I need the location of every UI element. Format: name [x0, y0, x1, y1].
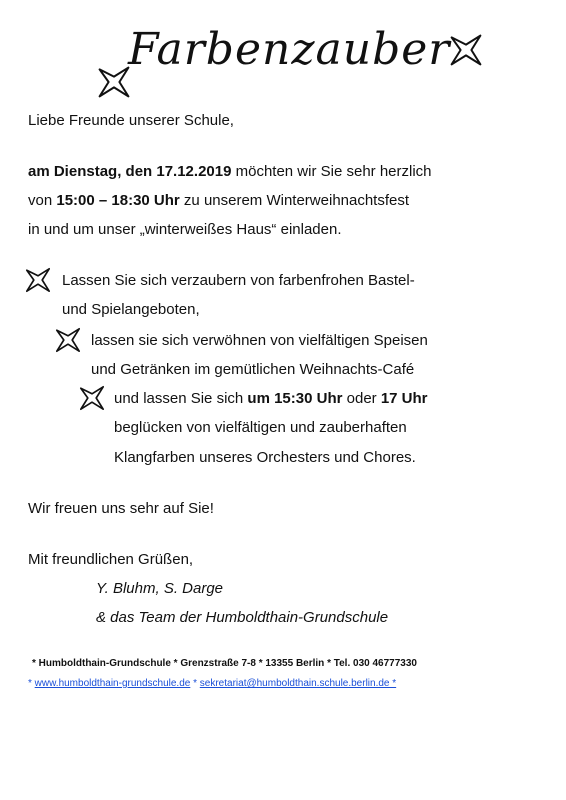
signature-team: & das Team der Humboldthain-Grundschule [96, 609, 389, 626]
event-date: am Dienstag, den 17.12.2019 [28, 163, 232, 180]
concert-time-1: um 15:30 Uhr [247, 390, 343, 407]
footer-contact [28, 678, 396, 689]
footer-separator: * [190, 678, 200, 689]
star-icon [448, 32, 484, 68]
greeting: Mit freundlichen Grüßen, [28, 551, 194, 568]
star-bullet-icon [54, 326, 82, 354]
closing-text: Wir freuen uns sehr auf Sie! [28, 500, 214, 517]
footer-separator: * [28, 678, 35, 689]
intro-text: von [28, 192, 57, 209]
event-time: 15:00 – 18:30 Uhr [56, 192, 180, 209]
bullet-2-line-2: und Getränken im gemütlichen Weihnachts-Café [91, 361, 415, 378]
intro-text: zu unserem Winterweihnachtsfest [179, 192, 410, 209]
bullet-3-line-2: beglücken von vielfältigen und zauberhaften [114, 419, 407, 436]
email-link[interactable]: sekretariat@humboldthain.schule.berlin.de * [199, 678, 397, 689]
star-icon [96, 64, 132, 100]
page-title: Farbenzauber [128, 24, 451, 75]
header [0, 14, 566, 94]
bullet-text: und lassen Sie sich [114, 390, 248, 407]
bullet-1-line-2: und Spielangeboten, [62, 301, 200, 318]
bullet-2-line-1: lassen sie sich verwöhnen von vielfältigen Speisen [91, 332, 428, 349]
signature-names: Y. Bluhm, S. Darge [96, 580, 224, 597]
footer-address: * Humboldthain-Grundschule * Grenzstraße 7-8 * 13355 Berlin * Tel. 030 46777330 [32, 658, 417, 669]
bullet-1-line-1: Lassen Sie sich verzaubern von farbenfrohen Bastel- [62, 272, 415, 289]
bullet-3-line-1 [114, 384, 428, 413]
bullet-3-line-3: Klangfarben unseres Orchesters und Chores. [114, 449, 416, 466]
website-link[interactable]: www.humboldthain-grundschule.de [34, 678, 191, 689]
bullet-text: oder [342, 390, 381, 407]
salutation: Liebe Freunde unserer Schule, [28, 112, 234, 129]
star-bullet-icon [78, 384, 106, 412]
intro-line-2 [28, 186, 409, 215]
intro-line-3: in und um unser „winterweißes Haus“ einladen. [28, 221, 342, 238]
concert-time-2: 17 Uhr [380, 390, 428, 407]
star-bullet-icon [24, 266, 52, 294]
intro-text: möchten wir Sie sehr herzlich [231, 163, 432, 180]
intro-line-1 [28, 157, 432, 186]
